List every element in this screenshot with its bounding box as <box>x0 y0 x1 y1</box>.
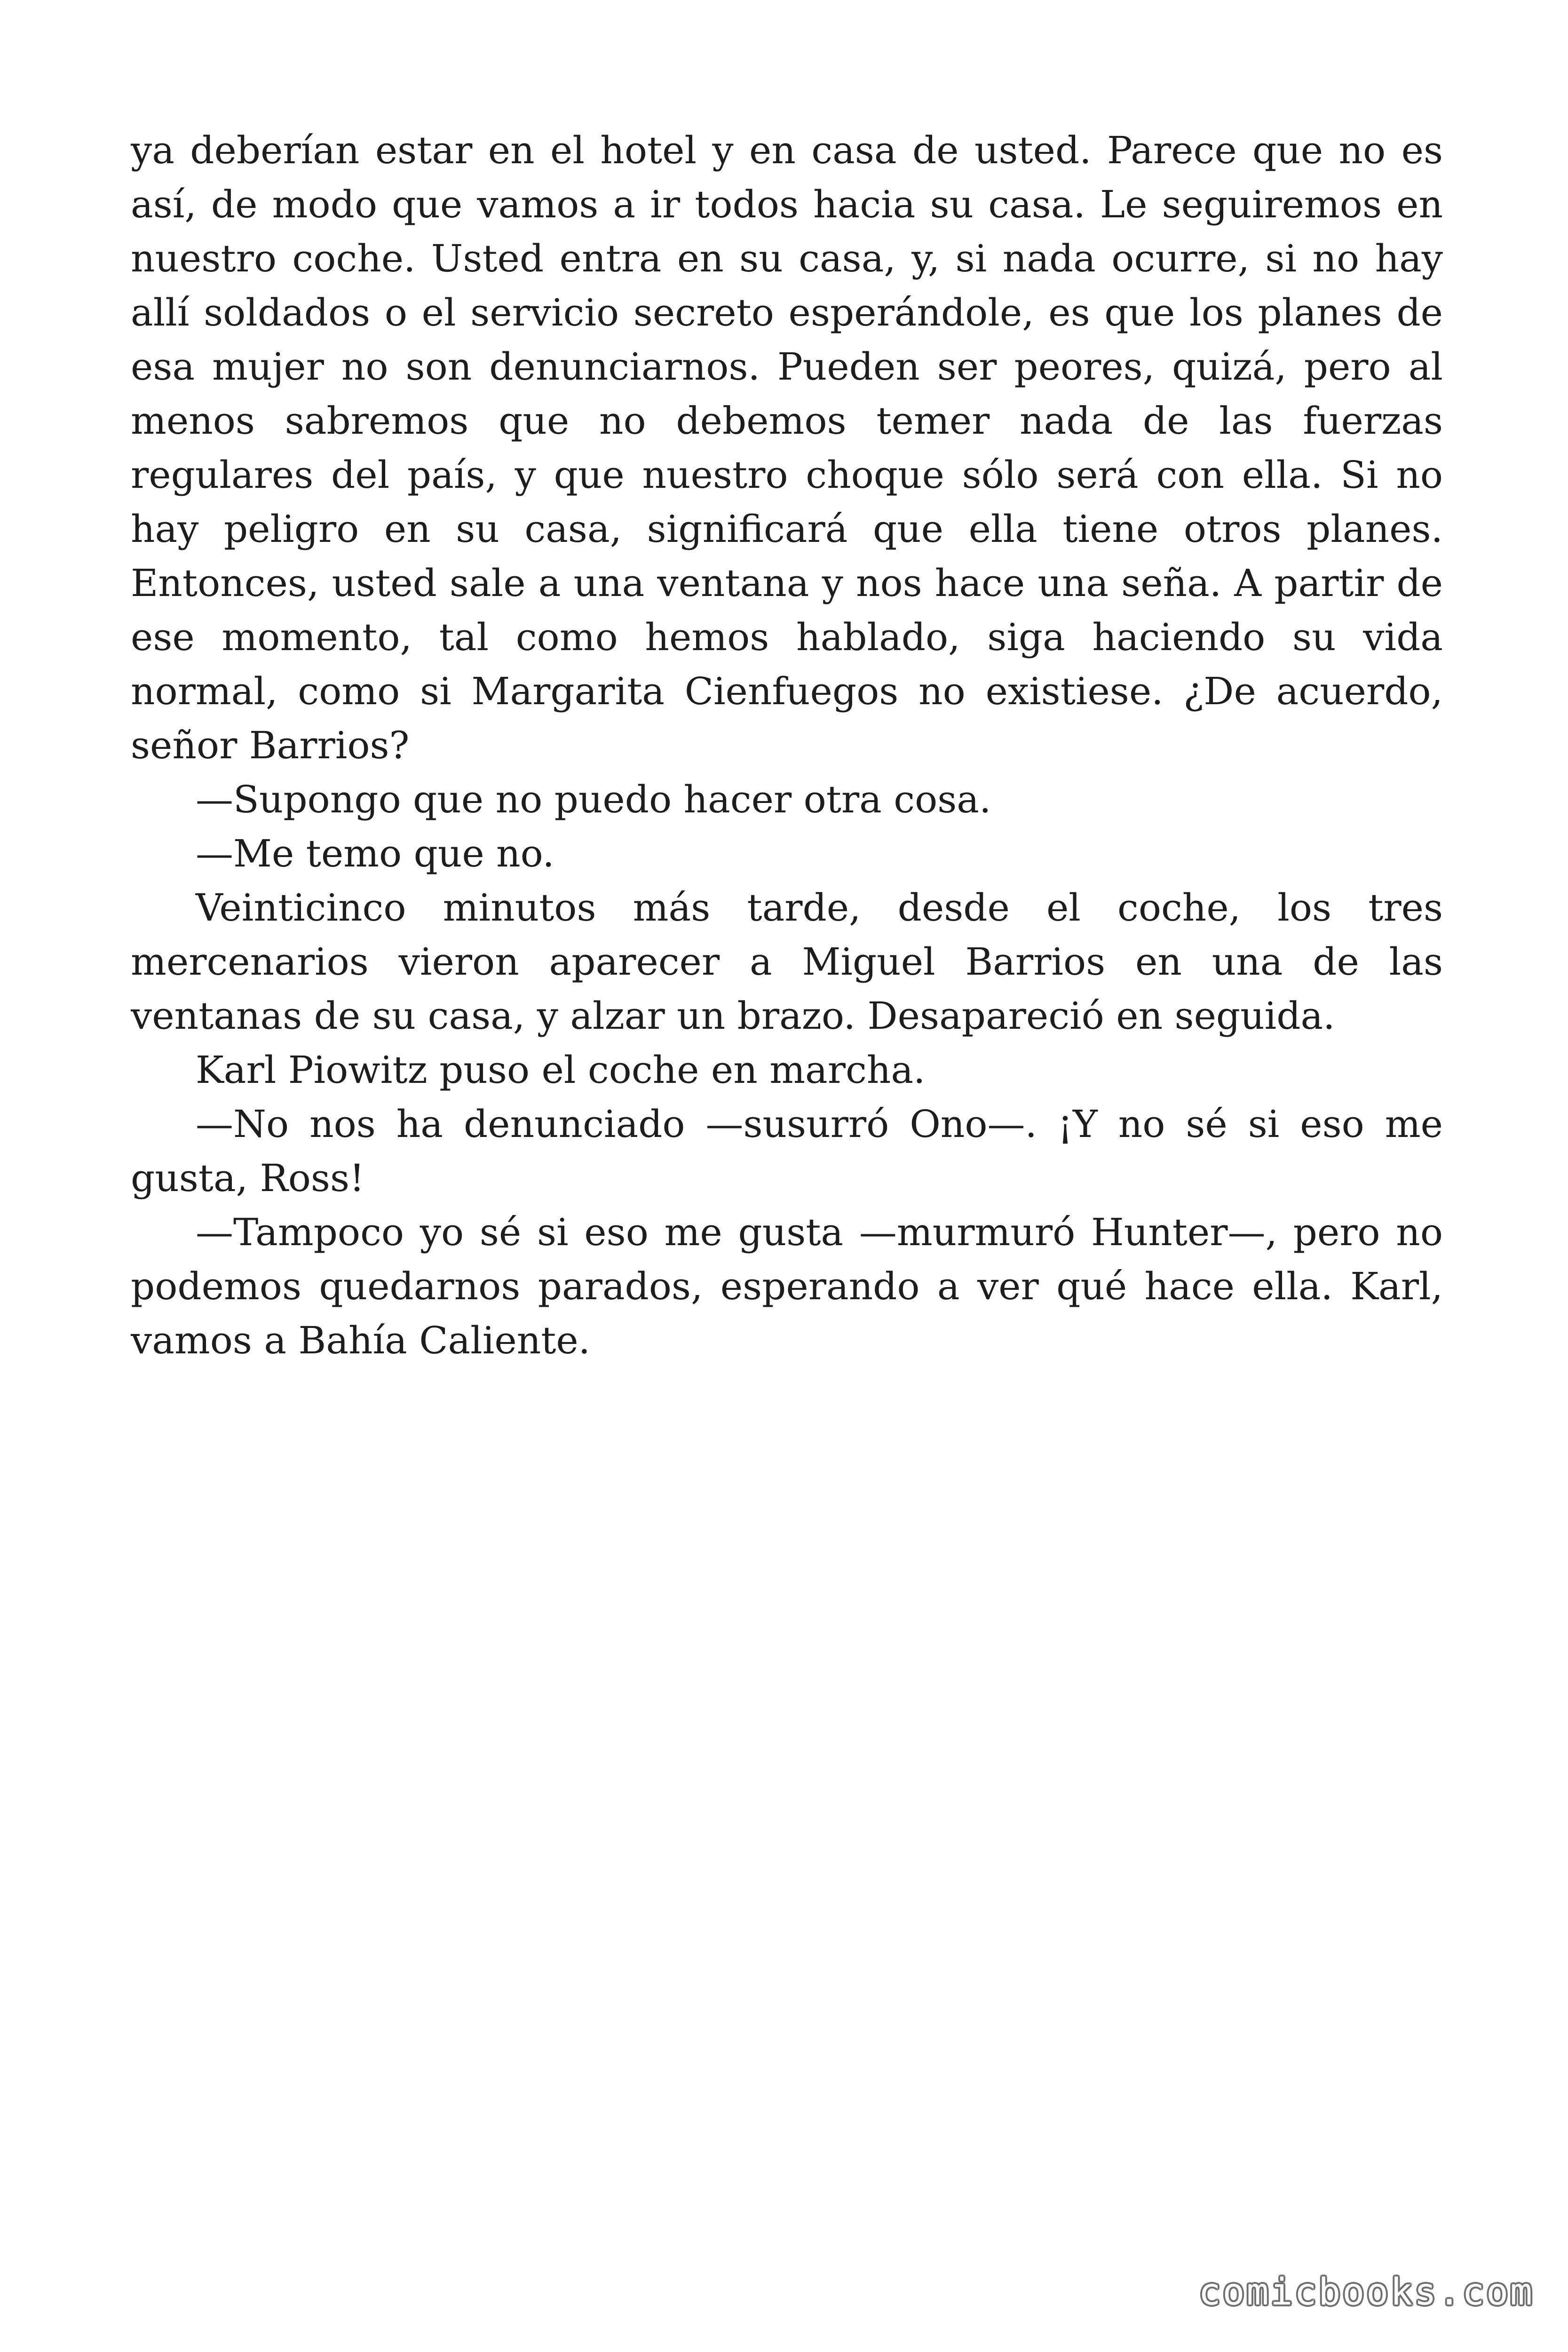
paragraph-2: —Supongo que no puedo hacer otra cosa. <box>196 778 991 821</box>
paragraph-4: Veinticinco minutos más tarde, desde el coche, los tres mercenarios vieron aparecer a Miguel Barrios en una de las ventanas de su casa, y alzar un brazo. Desapareció en seguida. <box>131 886 1443 1038</box>
paragraph-1: ya deberían estar en el hotel y en casa de usted. Parece que no es así, de modo que vamos a ir todos hacia su casa. Le seguiremos en nuestro coche. Usted entra en su casa, y, si nada ocurre, si no hay allí soldados o el servicio secreto esperándole, es que los planes de esa mujer no son denunciarnos. Pueden ser peores, quizá, pero al menos sabremos que no debemos temer nada de las fuerzas regulares del país, y que nuestro choque sólo será con ella. Si no hay peligro en su casa, significará que ella tiene otros planes. Entonces, usted sale a una ventana y nos hace una seña. A partir de ese momento, tal como hemos hablado, siga haciendo su vida normal, como si Margarita Cienfuegos no existiese. ¿De acuerdo, señor Barrios? <box>131 128 1443 767</box>
paragraph-7: —Tampoco yo sé si eso me gusta —murmuró Hunter—, pero no podemos quedarnos parados, esperando a ver qué hace ella. Karl, vamos a Bahía Caliente. <box>131 1210 1443 1362</box>
paragraph-5: Karl Piowitz puso el coche en marcha. <box>196 1048 926 1092</box>
paragraph-6: —No nos ha denunciado —susurró Ono—. ¡Y no sé si eso me gusta, Ross! <box>131 1102 1443 1200</box>
paragraph-3: —Me temo que no. <box>196 832 554 875</box>
watermark: comicbooks.com <box>1198 2271 1534 2313</box>
page-text <box>131 123 1443 1367</box>
